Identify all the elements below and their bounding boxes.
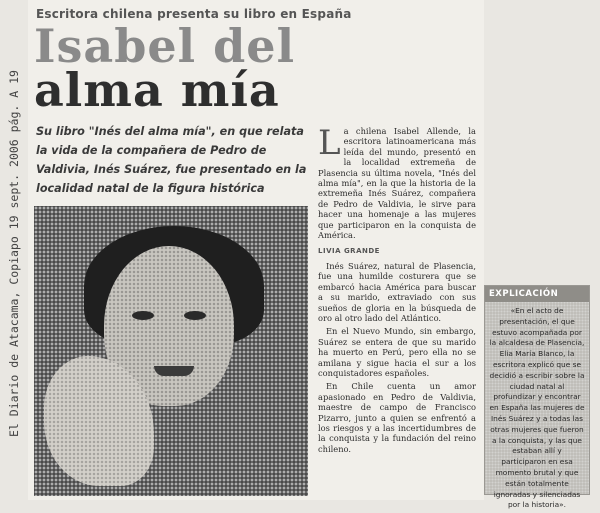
- paragraph-2: Inés Suárez, natural de Plasencia, fue una humilde costurera que se embarcó hacia América para buscar a su marido, extraviado con sus sueños de gloria en la búsqueda de oro al otro lado del Atlántico.: [318, 260, 476, 323]
- sidebar-text: «En el acto de presentación, el que estuvo acompañada por la alcaldesa de Plasencia, Elia María Blanco, la escritora explicó que se decidió a escribir sobre la ciudad natal al profundizar y encontrar en España las mujeres de Inés Suárez y a todas las otras mujeres que fueron a la conquista, y las que estaban allí y participaron en esa momento brutal y que están totalmente ignoradas y silenciadas por la historia».: [489, 306, 585, 510]
- photo-eye-right: [184, 311, 206, 320]
- sidebar-box: [484, 285, 590, 510]
- paragraph-3: En el Nuevo Mundo, sin embargo, Suárez se entera de que su marido ha muerto en Perú, pero ella no se amilana y sigue hacia el sur a los conquistadores españoles.: [318, 326, 476, 378]
- photo-mouth: [154, 366, 194, 376]
- byline: LIVIA GRANDE: [318, 247, 380, 256]
- article-body: [318, 123, 476, 457]
- photo-eye-left: [132, 311, 154, 320]
- headline-line-2: alma mía: [34, 63, 280, 117]
- paragraph-1-text: a chilena Isabel Allende, la escritora latinoamericana más leída del mundo, presentó en la localidad extremeña de Plasencia su última novela, "Inés del alma mía", en la que la historia de la extremeña Inés Suárez, compañera de Pedro de Valdivia, le sirve para hacer una homenaje a las mujeres que participaron en la conquista de América.: [318, 126, 476, 241]
- paragraph-1: [318, 123, 476, 241]
- paragraph-4: En Chile cuenta un amor apasionado en Pedro de Valdivia, maestre de campo de Francisco Pizarro, junto a quien se enfrentó a los riesgos y a las incertidumbres de la conquista y la fundación del reino chileno.: [318, 381, 476, 454]
- article-subhead: Su libro "Inés del alma mía", en que relata la vida de la compañera de Pedro de Valdivia, Inés Suárez, fue presentado en la localidad natal de la figura histórica: [36, 125, 307, 195]
- sidebar-heading: EXPLICACIÓN: [485, 286, 589, 302]
- author-photo: [34, 206, 308, 496]
- handwritten-source-note: El Diario de Atacama, Copiapo 19 sept. 2006 pág. A 19: [7, 70, 21, 437]
- article-kicker: Escritora chilena presenta su libro en España: [36, 7, 352, 21]
- drop-cap: L: [318, 123, 341, 163]
- headline-line-1: Isabel del: [34, 19, 296, 73]
